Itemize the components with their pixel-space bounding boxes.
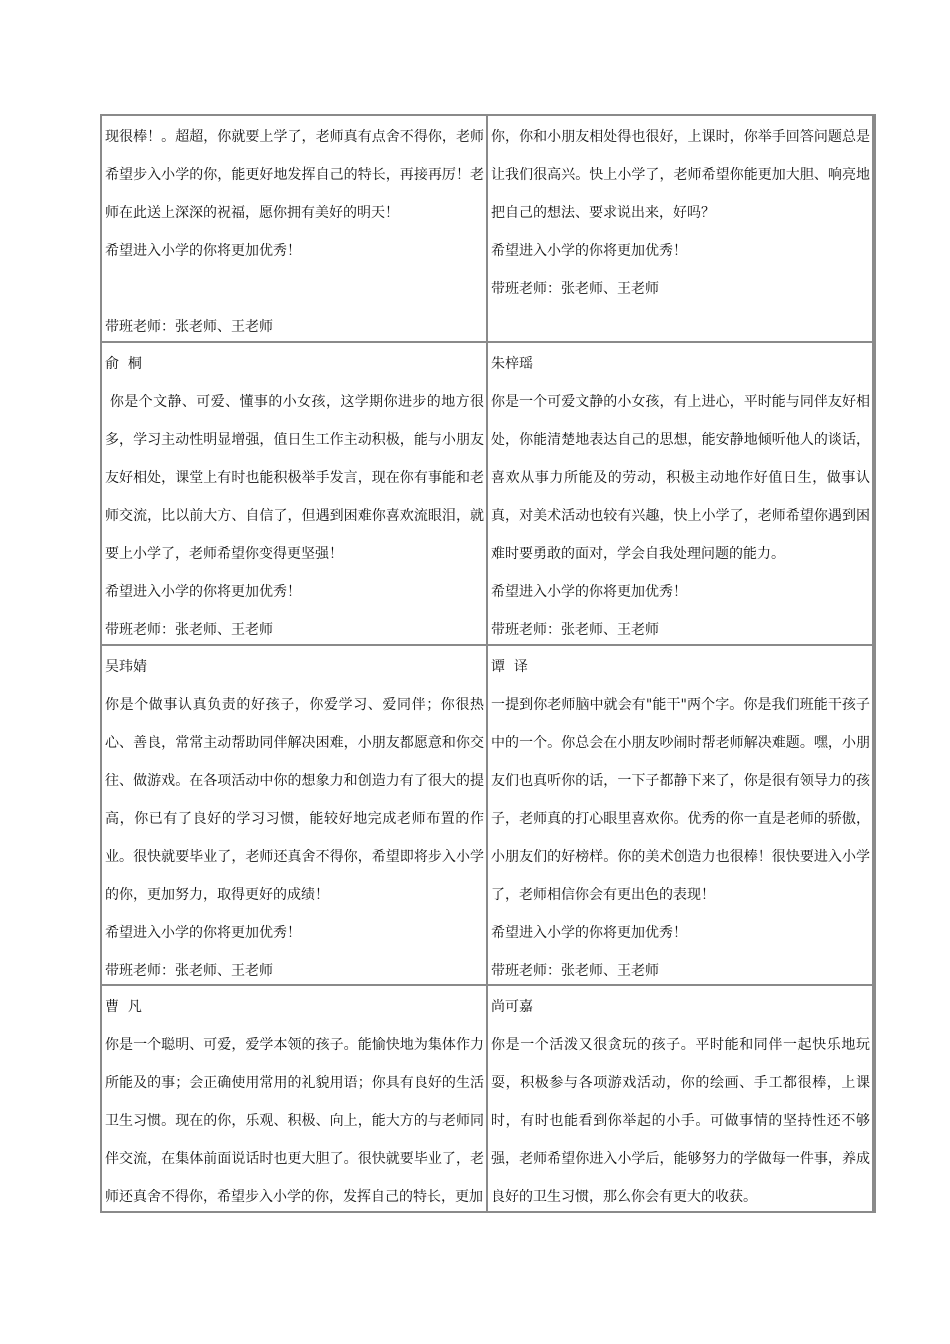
comment-body: 你是一个活泼又很贪玩的孩子。平时能和同伴一起快乐地玩耍，积极参与各项游戏活动，你的绘画、手工都很棒，上课时，有时也能看到你举起的小手。可做事情的坚持性还不够强，老师希望你进入小学后，能够努力的学做每一件事，养成良好的卫生习惯，那么你会有更大的收获。 [491,1037,870,1205]
comment-cell [488,986,872,1211]
student-name: 俞 桐 [105,356,142,372]
comment-cell [102,646,486,984]
comment-wish: 希望进入小学的你将更加优秀！ [105,243,301,259]
student-name: 谭 译 [491,659,528,675]
comment-body: 你是个文静、可爱、懂事的小女孩，这学期你进步的地方很多，学习主动性明显增强，值日生工作主动积极，能与小朋友友好相处，课堂上有时也能积极举手发言，现在你有事能和老师交流，比以前大方、自信了，但遇到困难你喜欢流眼泪，就要上小学了，老师希望你变得更坚强！ [105,394,484,562]
student-name: 朱梓瑶 [491,356,533,372]
comment-cell [102,343,486,644]
comment-signature: 带班老师：张老师、王老师 [491,963,659,979]
comment-cell [488,343,872,644]
comment-signature: 带班老师：张老师、王老师 [105,622,273,638]
comment-cell [102,116,486,341]
comment-cell [488,116,872,341]
comment-body: 你，你和小朋友相处得也很好，上课时，你举手回答问题总是让我们很高兴。快上小学了，老师希望你能更加大胆、响亮地把自己的想法、要求说出来，好吗？ [491,129,870,221]
comment-body: 你是个做事认真负责的好孩子，你爱学习、爱同伴；你很热心、善良，常常主动帮助同伴解决困难，小朋友都愿意和你交往、做游戏。在各项活动中你的想象力和创造力有了很大的提高，你已有了良好的学习习惯，能较好地完成老师布置的作业。很快就要毕业了，老师还真舍不得你，希望即将步入小学的你，更加努力，取得更好的成绩！ [105,697,484,903]
comment-body: 一提到你老师脑中就会有"能干"两个字。你是我们班能干孩子中的一个。你总会在小朋友吵闹时帮老师解决难题。嘿，小朋友们也真听你的话，一下子都静下来了，你是很有领导力的孩子，老师真的打心眼里喜欢你。优秀的你一直是老师的骄傲，小朋友们的好榜样。你的美术创造力也很棒！很快要进入小学了，老师相信你会有更出色的表现！ [491,697,870,903]
student-name: 尚可嘉 [491,999,533,1015]
comment-body: 你是一个聪明、可爱，爱学本领的孩子。能愉快地为集体作力所能及的事；会正确使用常用的礼貌用语；你具有良好的生活卫生习惯。现在的你，乐观、积极、向上，能大方的与老师同伴交流，在集体前面说话时也更大胆了。很快就要毕业了，老师还真舍不得你，希望步入小学的你，发挥自己的特长，更加 [105,1037,484,1205]
comment-signature: 带班老师：张老师、王老师 [105,963,273,979]
comment-wish: 希望进入小学的你将更加优秀！ [105,925,301,941]
student-name: 曹 凡 [105,999,142,1015]
comment-signature: 带班老师：张老师、王老师 [105,319,273,335]
comment-cell [102,986,486,1211]
comment-body: 你是一个可爱文静的小女孩，有上进心，平时能与同伴友好相处，你能清楚地表达自己的思想，能安静地倾听他人的谈话，喜欢从事力所能及的劳动，积极主动地作好值日生，做事认真，对美术活动也较有兴趣，快上小学了，老师希望你遇到困难时要勇敢的面对，学会自我处理问题的能力。 [491,394,870,562]
comment-wish: 希望进入小学的你将更加优秀！ [491,584,687,600]
comment-wish: 希望进入小学的你将更加优秀！ [491,243,687,259]
blank-line [105,270,484,308]
student-name: 吴玮婧 [105,659,147,675]
comment-wish: 希望进入小学的你将更加优秀！ [105,584,301,600]
comment-signature: 带班老师：张老师、王老师 [491,281,659,297]
comment-signature: 带班老师：张老师、王老师 [491,622,659,638]
comment-body: 现很棒！。超超，你就要上学了，老师真有点舍不得你，老师希望步入小学的你，能更好地发挥自己的特长，再接再厉！老师在此送上深深的祝福，愿你拥有美好的明天！ [105,129,484,221]
comments-table [100,114,876,1213]
comment-wish: 希望进入小学的你将更加优秀！ [491,925,687,941]
comment-cell [488,646,872,984]
